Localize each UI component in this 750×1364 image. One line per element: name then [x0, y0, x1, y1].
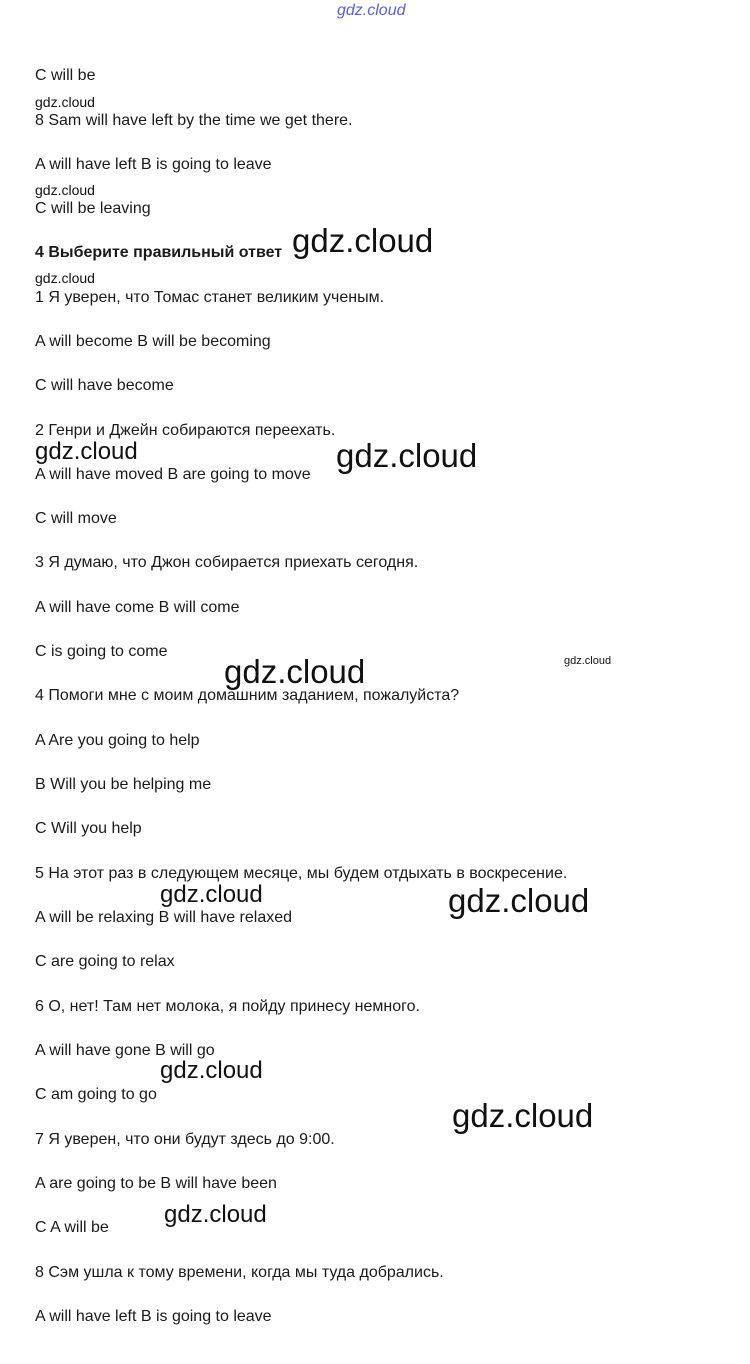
text-line: C A will be [35, 1219, 109, 1236]
text-line: A will become B will be becoming [35, 333, 271, 350]
watermark: gdz.cloud [160, 881, 263, 908]
text-line: 2 Генри и Джейн собираются переехать. [35, 422, 336, 439]
watermark: gdz.cloud [35, 182, 95, 198]
text-line: C will have become [35, 377, 174, 394]
text-line: C is going to come [35, 643, 168, 660]
text-line: C are going to relax [35, 953, 175, 970]
watermark: gdz.cloud [564, 655, 612, 667]
watermark: gdz.cloud [292, 222, 434, 259]
text-line: A Are you going to help [35, 732, 200, 749]
watermark: gdz.cloud [35, 94, 95, 110]
text-line: C will be [35, 67, 96, 84]
text-line: C will be leaving [35, 200, 151, 217]
text-line: 5 На этот раз в следующем месяце, мы будем отдыхать в воскресение. [35, 865, 568, 882]
text-line: A will have gone B will go [35, 1042, 215, 1059]
text-line: A will have left B is going to leave [35, 1308, 272, 1325]
text-line: 8 Sam will have left by the time we get there. [35, 112, 353, 129]
text-line: A will have moved B are going to move [35, 466, 311, 483]
watermark: gdz.cloud [164, 1201, 267, 1228]
watermark: gdz.cloud [35, 438, 138, 465]
text-line: C Will you help [35, 820, 142, 837]
text-line: 8 Сэм ушла к тому времени, когда мы туда добрались. [35, 1264, 444, 1281]
section-heading: 4 Выберите правильный ответ [35, 244, 283, 261]
text-line: B Will you be helping me [35, 776, 212, 793]
text-line: 4 Помоги мне с моим домашним заданием, пожалуйста? [35, 687, 460, 704]
text-line: 6 О, нет! Там нет молока, я пойду принесу немного. [35, 998, 420, 1015]
text-line: C am going to go [35, 1086, 157, 1103]
text-line: 7 Я уверен, что они будут здесь до 9:00. [35, 1131, 335, 1148]
text-line: A will have left B is going to leave [35, 156, 272, 173]
text-line: A are going to be B will have been [35, 1175, 277, 1192]
text-line: C will move [35, 510, 117, 527]
text-line: A will have come B will come [35, 599, 240, 616]
watermark: gdz.cloud [160, 1057, 263, 1084]
top-watermark: gdz.cloud [337, 2, 406, 19]
watermark: gdz.cloud [224, 653, 366, 690]
watermark: gdz.cloud [448, 882, 590, 919]
watermark: gdz.cloud [452, 1097, 594, 1134]
text-line: 3 Я думаю, что Джон собирается приехать сегодня. [35, 554, 419, 571]
watermark: gdz.cloud [35, 270, 95, 286]
text-line: 1 Я уверен, что Томас станет великим ученым. [35, 289, 385, 306]
watermark: gdz.cloud [336, 437, 478, 474]
text-line: A will be relaxing B will have relaxed [35, 909, 293, 926]
